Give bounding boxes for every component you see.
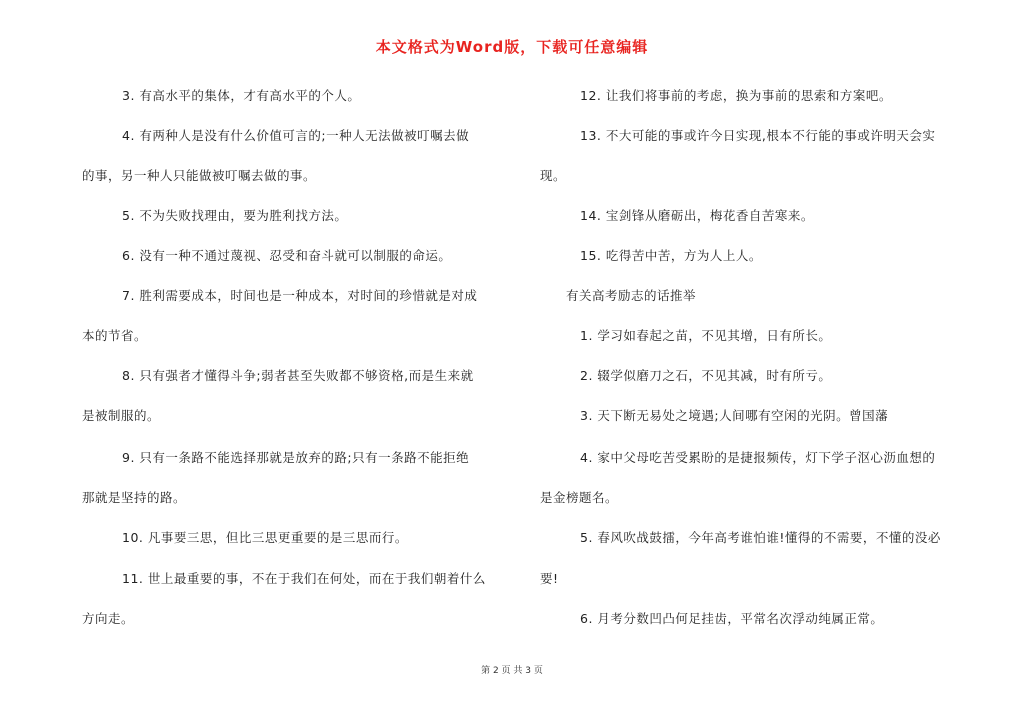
text-line: 14. 宝剑锋从磨砺出，梅花香自苦寒来。	[580, 208, 814, 223]
text-line: 3. 有高水平的集体，才有高水平的个人。	[122, 88, 361, 103]
text-line: 8. 只有强者才懂得斗争;弱者甚至失败都不够资格,而是生来就	[122, 368, 474, 383]
text-line: 13. 不大可能的事或许今日实现,根本不行能的事或许明天会实	[580, 128, 936, 143]
text-line: 4. 有两种人是没有什么价值可言的;一种人无法做被叮嘱去做	[122, 128, 470, 143]
text-line: 的事，另一种人只能做被叮嘱去做的事。	[82, 168, 317, 183]
text-line: 2. 辍学似磨刀之石，不见其减，时有所亏。	[580, 368, 832, 383]
text-line: 3. 天下断无易处之境遇;人间哪有空闲的光阴。曾国藩	[580, 408, 889, 423]
text-line: 7. 胜利需要成本，时间也是一种成本，对时间的珍惜就是对成	[122, 288, 478, 303]
text-line: 9. 只有一条路不能选择那就是放弃的路;只有一条路不能拒绝	[122, 450, 470, 465]
text-line: 现。	[540, 168, 567, 183]
text-line: 10. 凡事要三思，但比三思更重要的是三思而行。	[122, 530, 408, 545]
section-heading: 有关高考励志的话推举	[566, 288, 697, 303]
text-line: 方向走。	[82, 611, 135, 626]
text-line: 12. 让我们将事前的考虑，换为事前的思索和方案吧。	[580, 88, 892, 103]
text-line: 6. 没有一种不通过蔑视、忍受和奋斗就可以制服的命运。	[122, 248, 452, 263]
text-line: 5. 春风吹战鼓擂，今年高考谁怕谁!懂得的不需要，不懂的没必	[580, 530, 941, 545]
page-number-footer: 第 2 页 共 3 页	[481, 666, 543, 676]
text-line: 11. 世上最重要的事，不在于我们在何处，而在于我们朝着什么	[122, 571, 486, 586]
document-header-title: 本文格式为Word版，下载可任意编辑	[375, 38, 649, 56]
text-line: 是被制服的。	[82, 408, 161, 423]
text-line: 6. 月考分数凹凸何足挂齿，平常名次浮动纯属正常。	[580, 611, 884, 626]
text-line: 4. 家中父母吃苦受累盼的是捷报频传，灯下学子沤心沥血想的	[580, 450, 936, 465]
text-line: 要!	[540, 571, 559, 586]
text-line: 是金榜题名。	[540, 490, 619, 505]
text-line: 15. 吃得苦中苦，方为人上人。	[580, 248, 762, 263]
text-line: 5. 不为失败找理由，要为胜利找方法。	[122, 208, 348, 223]
text-line: 本的节省。	[82, 328, 148, 343]
text-line: 那就是坚持的路。	[82, 490, 187, 505]
text-line: 1. 学习如春起之苗，不见其增，日有所长。	[580, 328, 832, 343]
